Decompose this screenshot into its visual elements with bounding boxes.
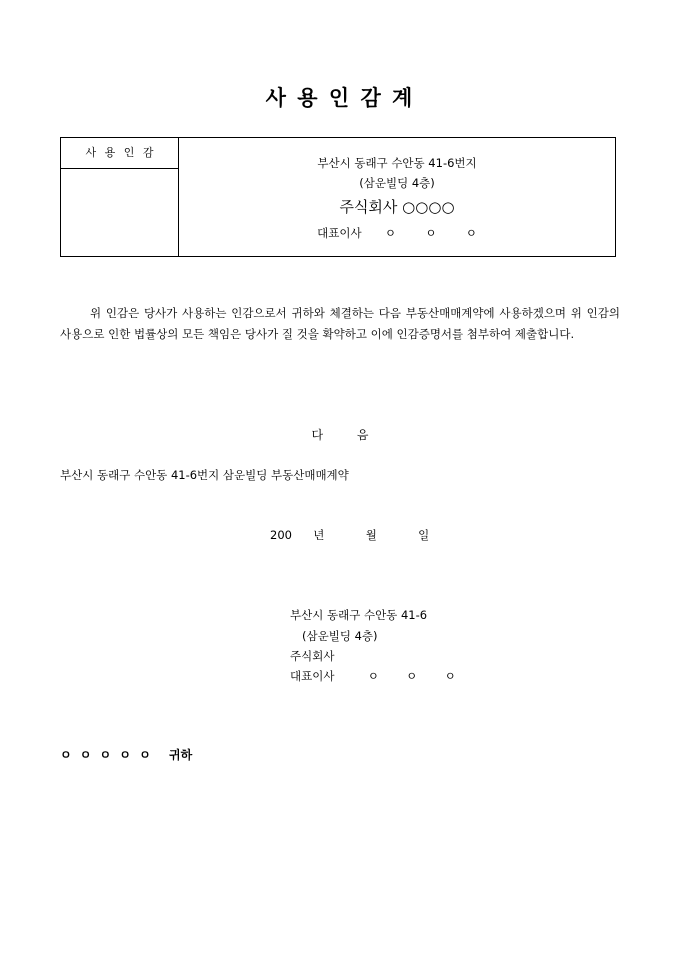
- footer-rep-mark: ㅇ: [406, 669, 418, 683]
- footer-rep-mark: ㅇ: [367, 669, 379, 683]
- next-heading: 다 음: [311, 428, 369, 442]
- rep-mark: ㅇ: [465, 226, 477, 240]
- representative-label: 대표이사: [317, 226, 362, 240]
- date-month-unit: 월: [365, 528, 377, 542]
- company-address: 부산시 동래구 수안동 41-6번지: [317, 156, 477, 170]
- rep-mark: ㅇ: [384, 226, 396, 240]
- date-line: [270, 527, 429, 543]
- company-building: (삼운빌딩 4층): [359, 176, 435, 190]
- seal-table: [60, 137, 616, 257]
- footer-rep-mark: ㅇ: [444, 669, 456, 683]
- rep-mark: ㅇ: [425, 226, 437, 240]
- date-year: 200: [270, 528, 292, 542]
- declaration-text: 위 인감은 당사가 사용하는 인감으로서 귀하와 체결하는 다음 부동산매매계약에 사용하겠으며 위 인감의 사용으로 인한 법률상의 모든 책임은 당사가 질 것을 확약하고 이에 인감증명서를 첨부하여 제출합니다.: [60, 306, 620, 341]
- seal-cell: [61, 138, 179, 256]
- company-name: 주식회사 ○○○○: [339, 198, 455, 216]
- company-info-cell: [179, 138, 615, 256]
- footer-address: 부산시 동래구 수안동 41-6: [290, 608, 428, 622]
- declaration-paragraph: [60, 303, 620, 345]
- date-day-unit: 일: [418, 528, 430, 542]
- footer-company: 주식회사: [290, 649, 335, 663]
- footer-rep-label: 대표이사: [290, 669, 335, 683]
- footer-representative-line: [290, 668, 456, 684]
- representative-line: [179, 225, 615, 241]
- recipient-marks: ㅇ ㅇ ㅇ ㅇ ㅇ: [60, 748, 153, 762]
- seal-label: 사 용 인 감: [61, 138, 178, 169]
- footer-building: (삼운빌딩 4층): [302, 629, 378, 643]
- recipient-line: [60, 746, 192, 763]
- recipient-suffix: 귀하: [169, 748, 193, 762]
- contract-subject: 부산시 동래구 수안동 41-6번지 삼운빌딩 부동산매매계약: [60, 468, 349, 482]
- document-title: 사 용 인 감 계: [265, 85, 415, 110]
- date-year-unit: 년: [313, 528, 325, 542]
